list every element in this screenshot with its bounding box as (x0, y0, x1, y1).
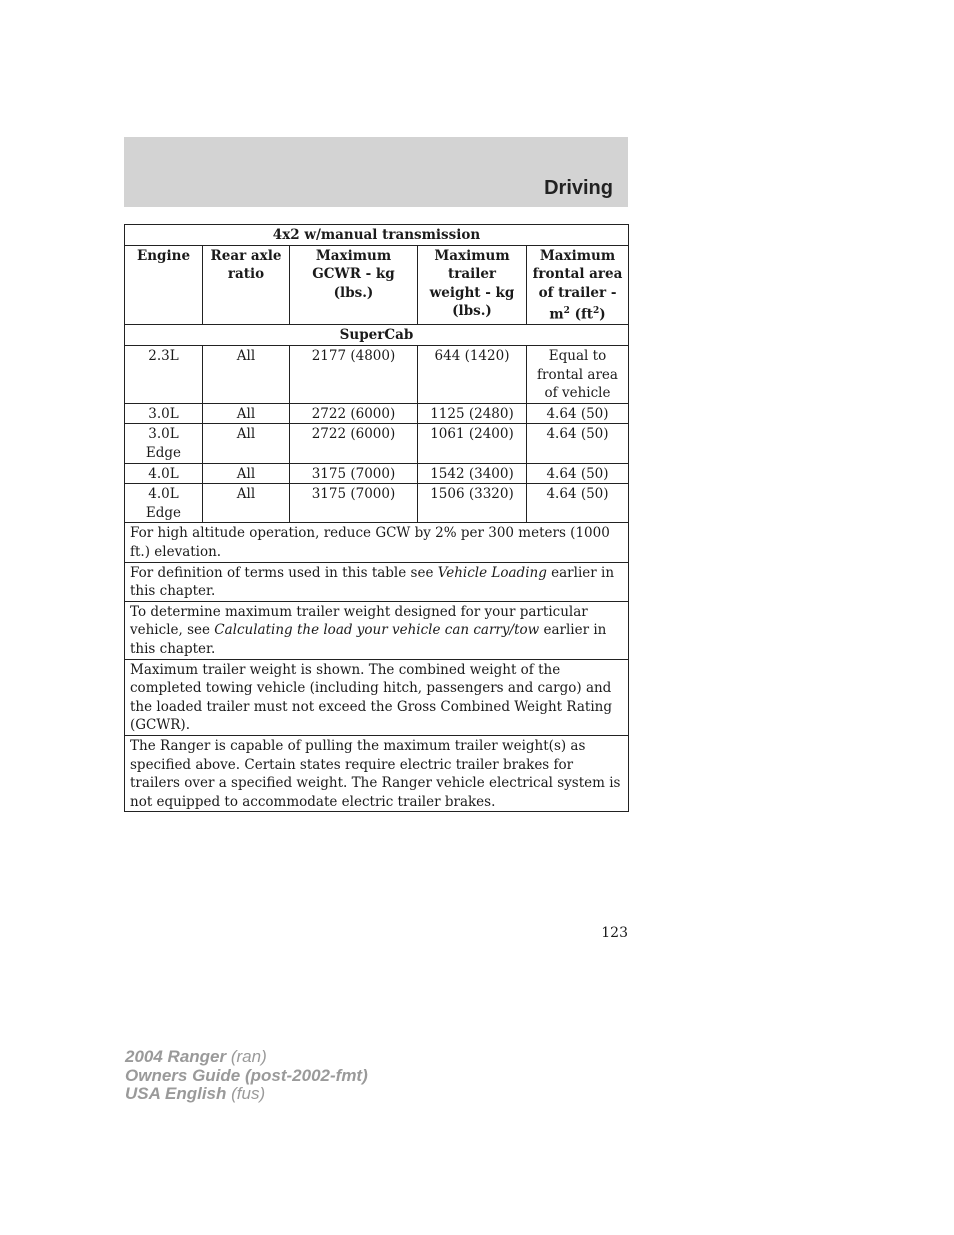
col-header-frontal-area: Maximum frontal area of trailer - $m^2$ $(ft^2)$ (527, 245, 629, 325)
note-row (125, 735, 629, 811)
cell-axle: All (203, 346, 290, 404)
note-row (125, 523, 629, 562)
towing-spec-table (124, 224, 629, 812)
table-row (125, 346, 629, 404)
cell-gcwr: 2177 (4800) (290, 346, 418, 404)
document-footer (125, 1048, 368, 1104)
section-header (124, 137, 628, 207)
note-row (125, 562, 629, 601)
cell-area: 4.64 (50) (527, 463, 629, 484)
note-definition: For definition of terms used in this table see Vehicle Loading earlier in this chapter. (125, 562, 629, 601)
table-row (125, 463, 629, 484)
cell-axle: All (203, 463, 290, 484)
col-header-gcwr: Maximum GCWR - kg (lbs.) (290, 245, 418, 325)
col-header-trailer-weight: Maximum trailer weight - kg (lbs.) (418, 245, 527, 325)
table-row (125, 403, 629, 424)
section-title: Driving (544, 177, 613, 199)
col-header-axle: Rear axle ratio (203, 245, 290, 325)
reference-vehicle-loading: Vehicle Loading (437, 564, 547, 581)
table-title: 4x2 w/manual transmission (125, 225, 629, 246)
note-altitude: For high altitude operation, reduce GCW by 2% per 300 meters (1000 ft.) elevation. (125, 523, 629, 562)
group-row (125, 325, 629, 346)
page-number: 123 (601, 925, 628, 941)
cell-gcwr: 3175 (7000) (290, 484, 418, 523)
cell-engine: 2.3L (125, 346, 203, 404)
footer-line-model: 2004 Ranger (ran) (125, 1047, 267, 1066)
table-title-row (125, 225, 629, 246)
cell-engine: 4.0L Edge (125, 484, 203, 523)
cell-axle: All (203, 424, 290, 463)
note-determine: To determine maximum trailer weight designed for your particular vehicle, see Calculating the load your vehicle can carry/tow earlier in this chapter. (125, 601, 629, 659)
group-label: SuperCab (125, 325, 629, 346)
table-header-row (125, 245, 629, 325)
note-capability: The Ranger is capable of pulling the maximum trailer weight(s) as specified above. Certain states require electric trailer brakes for trailers over a specified weight. The Ranger vehicle electrical system is not equipped to accommodate electric trailer brakes. (125, 735, 629, 811)
table-row (125, 484, 629, 523)
cell-axle: All (203, 403, 290, 424)
note-row (125, 659, 629, 735)
cell-area: 4.64 (50) (527, 403, 629, 424)
cell-gcwr: 2722 (6000) (290, 424, 418, 463)
note-row (125, 601, 629, 659)
cell-engine: 3.0L (125, 403, 203, 424)
reference-calculating-load: Calculating the load your vehicle can carry/tow (214, 622, 540, 639)
cell-area: Equal to frontal area of vehicle (527, 346, 629, 404)
cell-axle: All (203, 484, 290, 523)
cell-trailer: 644 (1420) (418, 346, 527, 404)
note-combined-weight: Maximum trailer weight is shown. The combined weight of the completed towing vehicle (including hitch, passengers and cargo) and the loaded trailer must not exceed the Gross Combined Weight Rating (GCWR). (125, 659, 629, 735)
col-header-engine: Engine (125, 245, 203, 325)
cell-trailer: 1125 (2480) (418, 403, 527, 424)
cell-area: 4.64 (50) (527, 424, 629, 463)
cell-trailer: 1542 (3400) (418, 463, 527, 484)
cell-trailer: 1061 (2400) (418, 424, 527, 463)
cell-gcwr: 3175 (7000) (290, 463, 418, 484)
cell-trailer: 1506 (3320) (418, 484, 527, 523)
table-row (125, 424, 629, 463)
cell-engine: 3.0L Edge (125, 424, 203, 463)
footer-line-language: USA English (fus) (125, 1084, 266, 1103)
cell-engine: 4.0L (125, 463, 203, 484)
cell-gcwr: 2722 (6000) (290, 403, 418, 424)
cell-area: 4.64 (50) (527, 484, 629, 523)
footer-line-guide: Owners Guide (post-2002-fmt) (125, 1065, 368, 1085)
